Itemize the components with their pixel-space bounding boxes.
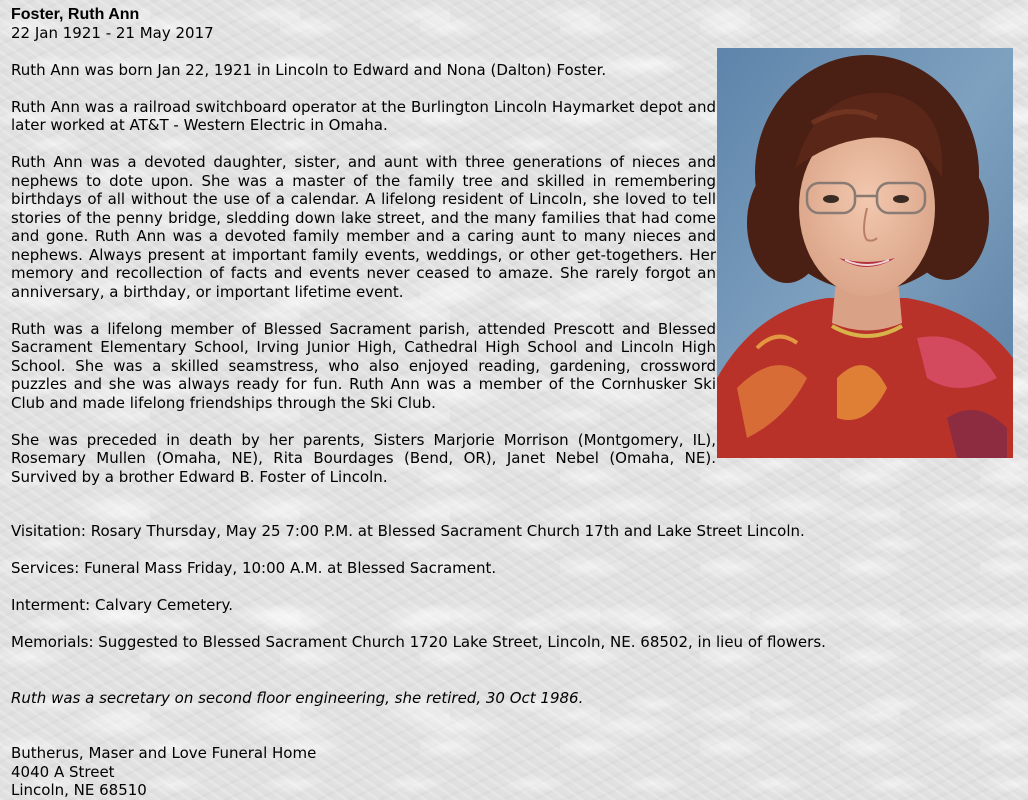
visitation-info: Visitation: Rosary Thursday, May 25 7:00 P.M. at Blessed Sacrament Church 17th and Lake Street Lincoln. — [11, 522, 805, 540]
funeral-home-city: Lincoln, NE 68510 — [11, 781, 147, 799]
biography — [11, 61, 716, 487]
funeral-home-address — [11, 744, 1021, 800]
portrait-photo — [717, 48, 1013, 458]
bio-paragraph-family: Ruth Ann was a devoted daughter, sister, and aunt with three generations of nieces and nephews to dote upon. She was a master of the family tree and skilled in remembering birthdays of all without the use of a calendar. A lifelong resident of Lincoln, she loved to tell stories of the penny bridge, sledding down lake street, and the many families that had come and gone. Ruth Ann was a devoted family member and a caring aunt to many nieces and nephews. Always present at important family events, weddings, or other get-togethers. Her memory and recollection of facts and events never ceased to amaze. She rarely forgot an anniversary, a birthday, or important lifetime event. — [11, 153, 716, 301]
memorials-info: Memorials: Suggested to Blessed Sacrament Church 1720 Lake Street, Lincoln, NE. 68502, in lieu of flowers. — [11, 633, 826, 651]
obituary-dates: 22 Jan 1921 - 21 May 2017 — [11, 24, 214, 42]
retirement-note: Ruth was a secretary on second floor engineering, she retired, 30 Oct 1986. — [11, 688, 584, 707]
funeral-home-street: 4040 A Street — [11, 762, 115, 781]
portrait-illustration — [717, 48, 1013, 458]
bio-paragraph-career: Ruth Ann was a railroad switchboard operator at the Burlington Lincoln Haymarket depot and later worked at AT&T - Western Electric in Omaha. — [11, 97, 716, 134]
interment-info: Interment: Calvary Cemetery. — [11, 596, 234, 614]
services-info: Services: Funeral Mass Friday, 10:00 A.M. at Blessed Sacrament. — [11, 559, 497, 577]
funeral-home-name: Butherus, Maser and Love Funeral Home — [11, 744, 317, 762]
obituary-name: Foster, Ruth Ann — [11, 6, 140, 23]
service-details — [11, 522, 1021, 652]
bio-paragraph-birth: Ruth Ann was born Jan 22, 1921 in Lincoln to Edward and Nona (Dalton) Foster. — [11, 60, 607, 79]
bio-paragraph-survivors: She was preceded in death by her parents, Sisters Marjorie Morrison (Montgomery, IL), Rosemary Mullen (Omaha, NE), Rita Bourdages (Bend, OR), Janet Nebel (Omaha, NE). Survived by a brother Edward B. Foster of Lincoln. — [11, 430, 716, 486]
bio-paragraph-parish: Ruth was a lifelong member of Blessed Sacrament parish, attended Prescott and Blessed Sacrament Elementary School, Irving Junior High, Cathedral High School and Lincoln High School. She was a skilled seamstress, who also enjoyed reading, gardening, crossword puzzles and she was always ready for fun. Ruth Ann was a member of the Cornhusker Ski Club and made lifelong friendships through the Ski Club. — [11, 319, 716, 412]
